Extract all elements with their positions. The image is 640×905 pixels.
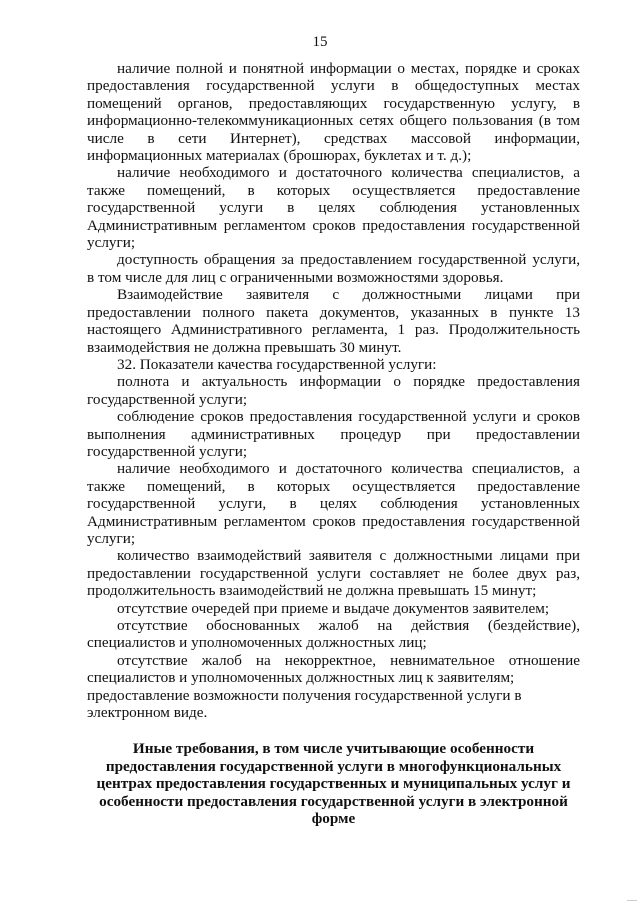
paragraph-quality-indicators: 32. Показатели качества государственной услуги: [117, 355, 437, 373]
section-heading: Иные требования, в том числе учитывающие особенности предоставления государственной услуги в многофункциональных центрах предоставления государственных и муниципальных услуг и особенности предоставления государственной услуги в электронной форме [96, 740, 571, 828]
paragraph-no-justified-complaints: отсутствие обоснованных жалоб на действия (бездействие), специалистов и уполномоченных должностных лиц; [87, 617, 580, 652]
paragraph-specialists-premises: наличие необходимого и достаточного количества специалистов, а также помещений, в которых осуществляется предоставление государственной услуги в целях соблюдения установленных Административным регламентом сроков предоставления государственной услуги; [87, 164, 580, 252]
paragraph-no-queues: отсутствие очередей при приеме и выдаче документов заявителем; [117, 599, 550, 617]
document-body [87, 60, 580, 721]
paragraph-interaction: Взаимодействие заявителя с должностными лицами при предоставлении полного пакета документов, указанных в пункте 13 настоящего Административного регламента, 1 раз. Продолжительность взаимодействия не должна превышать 30 минут. [87, 286, 580, 356]
paragraph-information-availability: наличие полной и понятной информации о местах, порядке и сроках предоставления государственной услуги в общедоступных местах помещений органов, предоставляющих государственную услугу, в информационно-телекоммуникационных сетях общего пользования (в том числе в сети Интернет), средствах массовой информации, информационных материалах (брошюрах, буклетах и т. д.); [87, 60, 580, 165]
paragraph-electronic-service: предоставление возможности получения государственной услуги в электронном виде. [87, 686, 522, 722]
scan-edge-mark [627, 900, 637, 901]
paragraph-interaction-count: количество взаимодействий заявителя с должностными лицами при предоставлении государственной услуги составляет не более двух раз, продолжительность взаимодействий не должна превышать 15 минут; [87, 547, 580, 600]
page-number: 15 [312, 34, 328, 50]
paragraph-accessibility: доступность обращения за предоставлением государственной услуги, в том числе для лиц с ограниченными возможностями здоровья. [87, 251, 580, 286]
paragraph-deadlines: соблюдение сроков предоставления государственной услуги и сроков выполнения административных процедур при предоставлении государственной услуги; [87, 408, 580, 460]
paragraph-no-incorrect-attitude: отсутствие жалоб на некорректное, невнимательное отношение специалистов и уполномоченных должностных лиц к заявителям; [87, 651, 580, 687]
paragraph-specialists-premises-2: наличие необходимого и достаточного количества специалистов, а также помещений, в которых осуществляется предоставление государственной услуги, в целях соблюдения установленных Административным регламентом сроков предоставления государственной услуги; [87, 460, 580, 547]
paragraph-completeness: полнота и актуальность информации о порядке предоставления государственной услуги; [87, 373, 580, 408]
